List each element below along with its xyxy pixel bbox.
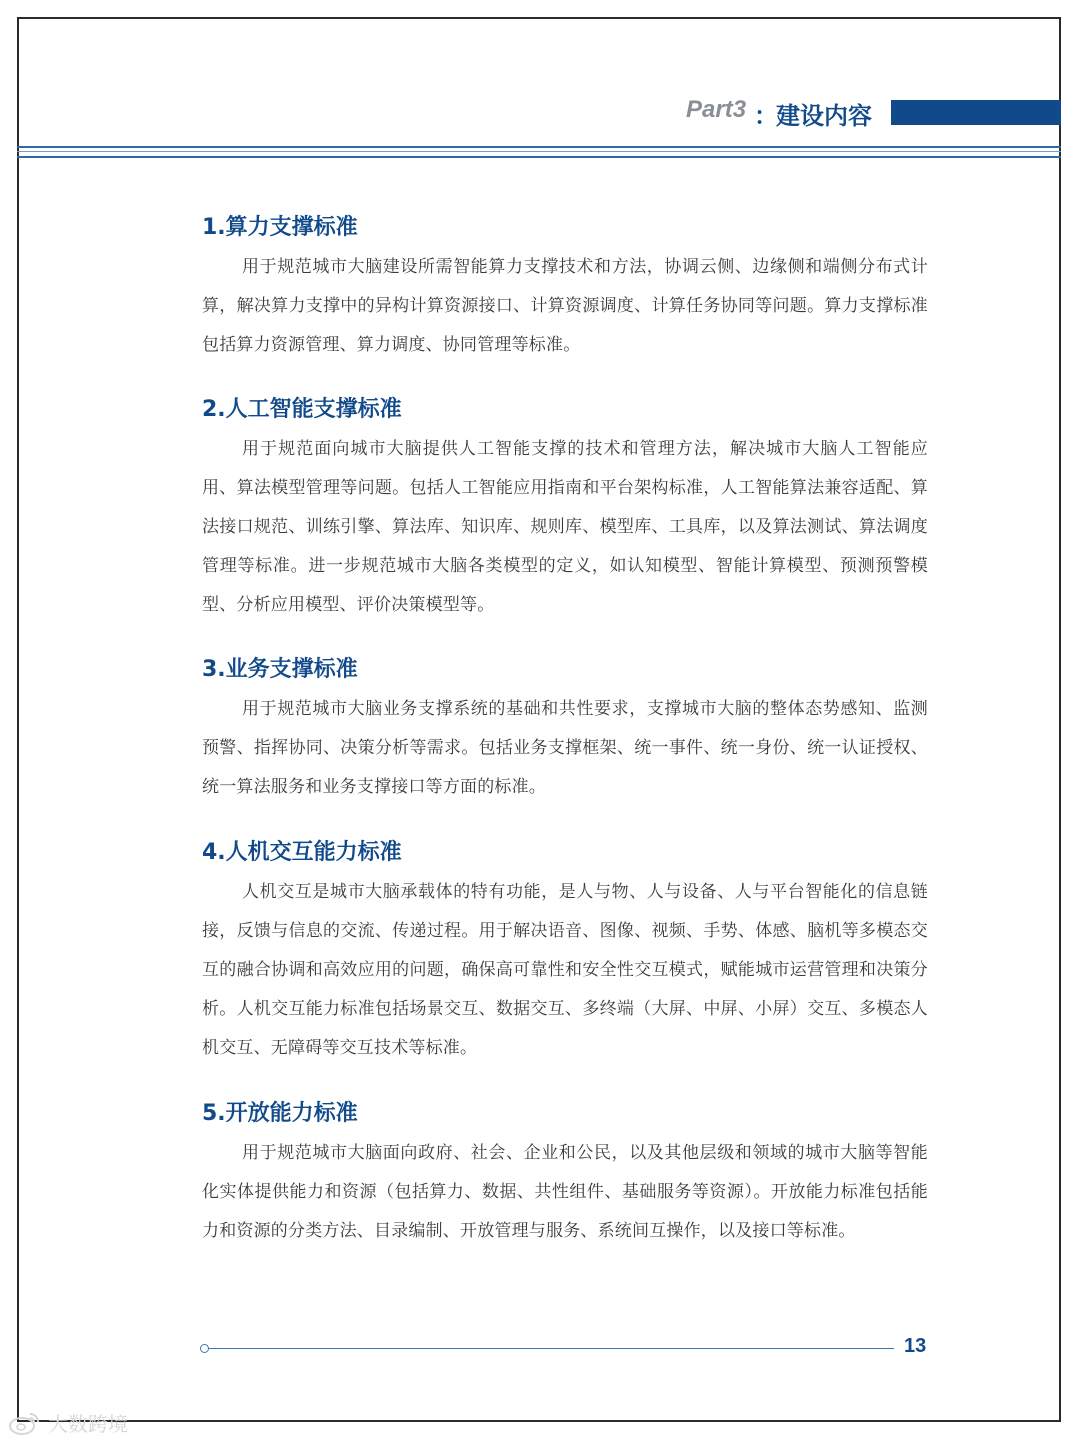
header-colon: ： xyxy=(754,102,778,130)
section-title: 5.开放能力标准 xyxy=(202,1101,358,1126)
page-number: 13 xyxy=(904,1335,927,1357)
watermark-text: 大数跨境 xyxy=(48,1412,128,1436)
header-part-label: Part3 xyxy=(686,96,747,123)
footer-line xyxy=(208,1348,894,1349)
header-title: 建设内容 xyxy=(776,102,872,130)
header-rule-top xyxy=(17,146,1061,148)
section-open-capability xyxy=(202,1094,928,1251)
section-body: 人机交互是城市大脑承载体的特有功能，是人与物、人与设备、人与平台智能化的信息链接，反馈与信息的交流、传递过程。用于解决语音、图像、视频、手势、体感、脑机等多模态交互的融合协调和高效应用的问题，确保高可靠性和安全性交互模式，赋能城市运营管理和决策分析。人机交互能力标准包括场景交互、数据交互、多终端（大屏、中屏、小屏）交互、多模态人机交互、无障碍等交互技术等标准。 xyxy=(202,882,928,1058)
section-body: 用于规范城市大脑建设所需智能算力支撑技术和方法，协调云侧、边缘侧和端侧分布式计算，解决算力支撑中的异构计算资源接口、计算资源调度、计算任务协同等问题。算力支撑标准包括算力资源管理、算力调度、协同管理等标准。 xyxy=(202,257,928,355)
watermark xyxy=(8,1408,128,1437)
header-accent-bar xyxy=(891,100,1061,125)
section-title: 3.业务支撑标准 xyxy=(202,657,358,682)
header-rule-middle xyxy=(17,151,1061,152)
section-body: 用于规范城市大脑面向政府、社会、企业和公民，以及其他层级和领域的城市大脑等智能化实体提供能力和资源（包括算力、数据、共性组件、基础服务等资源）。开放能力标准包括能力和资源的分类方法、目录编制、开放管理与服务、系统间互操作，以及接口等标准。 xyxy=(202,1143,928,1241)
section-title: 2.人工智能支撑标准 xyxy=(202,397,402,422)
section-title: 1.算力支撑标准 xyxy=(202,215,358,240)
section-body: 用于规范城市大脑业务支撑系统的基础和共性要求，支撑城市大脑的整体态势感知、监测预警、指挥协同、决策分析等需求。包括业务支撑框架、统一事件、统一身份、统一认证授权、统一算法服务和业务支撑接口等方面的标准。 xyxy=(202,699,928,797)
section-hci-capability xyxy=(202,833,928,1068)
section-ai-support xyxy=(202,390,928,625)
section-compute-support xyxy=(202,208,928,365)
header-rule-bottom xyxy=(17,156,1061,158)
weibo-icon xyxy=(8,1410,42,1436)
section-business-support xyxy=(202,650,928,807)
section-title: 4.人机交互能力标准 xyxy=(202,840,402,865)
section-body: 用于规范面向城市大脑提供人工智能支撑的技术和管理方法，解决城市大脑人工智能应用、算法模型管理等问题。包括人工智能应用指南和平台架构标准，人工智能算法兼容适配、算法接口规范、训练引擎、算法库、知识库、规则库、模型库、工具库，以及算法测试、算法调度管理等标准。进一步规范城市大脑各类模型的定义，如认知模型、智能计算模型、预测预警模型、分析应用模型、评价决策模型等。 xyxy=(202,439,928,615)
